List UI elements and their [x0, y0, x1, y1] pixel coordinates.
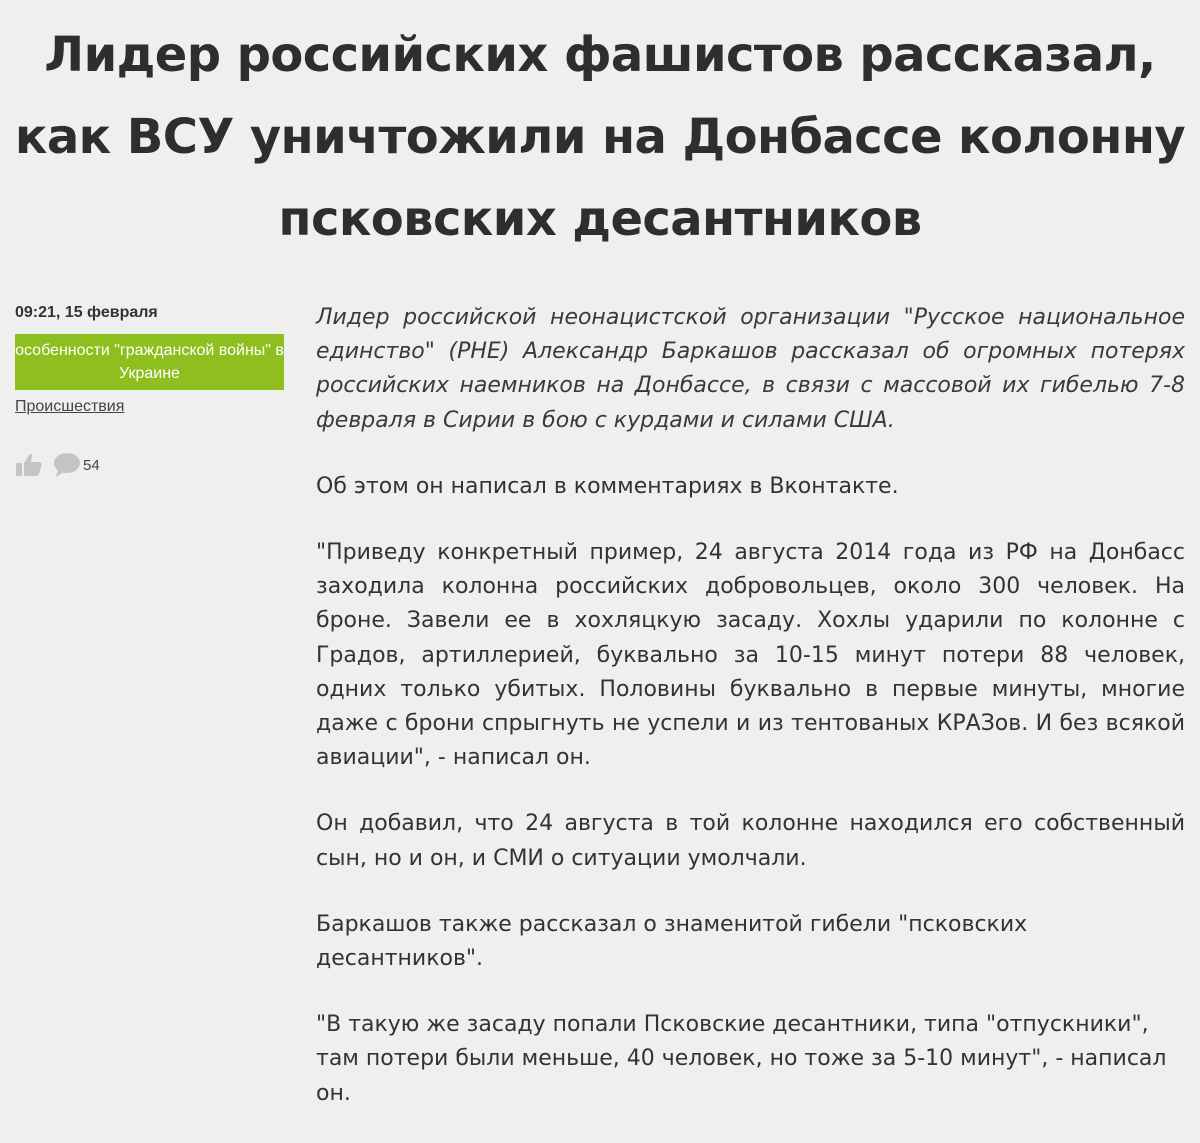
topic-tag-button[interactable]: особенности "гражданской войны" в Украине	[15, 334, 284, 390]
category-link[interactable]: Происшествия	[15, 398, 125, 415]
publish-timestamp: 09:21, 15 февраля	[15, 304, 158, 321]
article-paragraph: "В такую же засаду попали Псковские десантники, типа "отпускники", там потери были меньше, 40 человек, но тоже за 5-10 минут", - написал он.	[316, 1012, 1167, 1106]
article-paragraph: Он добавил, что 24 августа в той колонне находился его собственный сын, но и он, и СМИ о ситуации умолчали.	[316, 811, 1185, 871]
article-lead: Лидер российской неонацистской организации "Русское национальное единство" (РНЕ) Александр Баркашов рассказал об огромных потерях российских наемников на Донбассе, в связи с массовой их гибелью 7-8 февраля в Сирии в бою с курдами и силами США.	[316, 305, 1185, 433]
article-paragraph: "Приведу конкретный пример, 24 августа 2014 года из РФ на Донбасс заходила колонна российских добровольцев, около 300 человек. На броне. Завели ее в хохляцкую засаду. Хохлы ударили по колонне с Градов, артиллерией, буквально за 10-15 минут потери 88 человек, одних только убитых. Половины буквально в первые минуты, многие даже с брони спрыгнуть не успели и из тентованых КРАЗов. И без всякой авиации", - написал он.	[316, 540, 1185, 771]
speech-bubble-icon[interactable]	[53, 452, 81, 478]
thumbs-up-icon[interactable]	[15, 452, 43, 478]
article-paragraph: Баркашов также рассказал о знаменитой гибели "псковских десантников".	[316, 911, 1028, 972]
article-paragraph: Об этом он написал в комментариях в Вконтакте.	[316, 473, 899, 499]
comment-count: 54	[83, 456, 100, 474]
article-meta-sidebar	[15, 300, 285, 480]
social-bar	[15, 450, 285, 480]
article-body	[316, 301, 1185, 1143]
article-headline: Лидер российских фашистов рассказал, как ВСУ уничтожили на Донбассе колонну псковских десантников	[14, 27, 1186, 247]
